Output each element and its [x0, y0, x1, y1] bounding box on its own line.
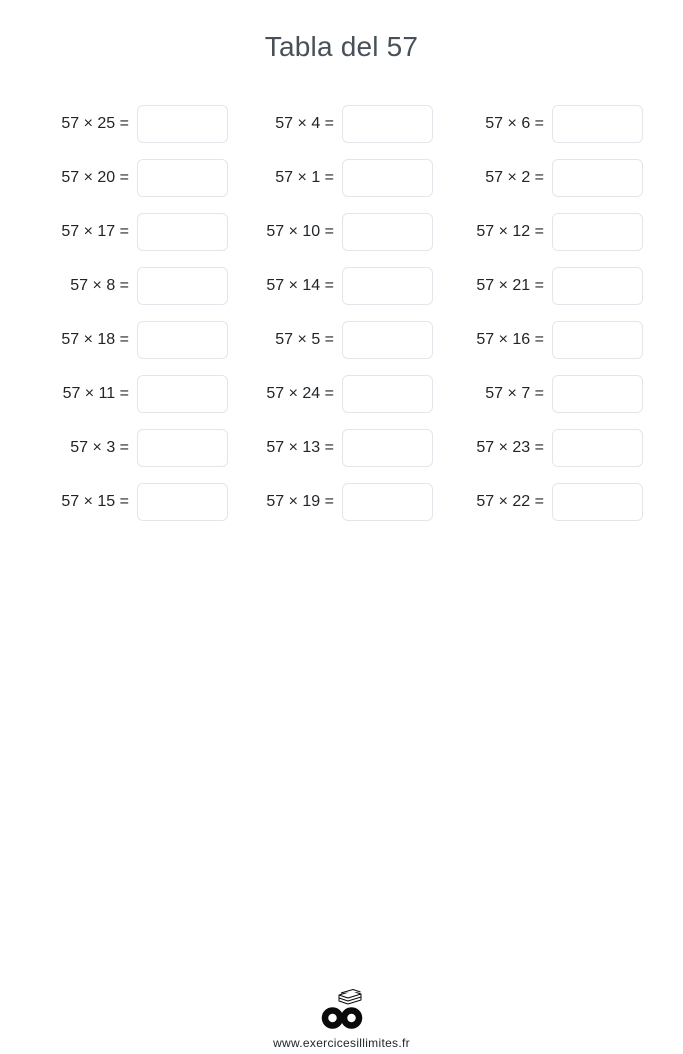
exercise-item [40, 213, 228, 251]
answer-input[interactable] [552, 105, 643, 143]
exercise-expression: 57 × 7 = [485, 385, 544, 402]
exercise-expression: 57 × 11 = [62, 385, 129, 402]
exercise-expression: 57 × 21 = [476, 277, 544, 294]
exercise-item [433, 213, 643, 251]
exercise-expression: 57 × 2 = [485, 169, 544, 186]
exercise-expression: 57 × 20 = [61, 169, 129, 186]
exercise-expression: 57 × 10 = [266, 223, 334, 240]
exercise-item [40, 375, 228, 413]
worksheet-page [0, 30, 683, 1054]
exercise-item [433, 267, 643, 305]
exercise-expression: 57 × 3 = [70, 439, 129, 456]
exercise-expression: 57 × 16 = [476, 331, 544, 348]
exercise-item [40, 483, 228, 521]
exercise-item [40, 429, 228, 467]
exercise-expression: 57 × 5 = [275, 331, 334, 348]
answer-input[interactable] [552, 267, 643, 305]
answer-input[interactable] [137, 159, 228, 197]
exercise-expression: 57 × 24 = [266, 385, 334, 402]
answer-input[interactable] [137, 375, 228, 413]
exercise-expression: 57 × 6 = [485, 115, 544, 132]
exercise-expression: 57 × 19 = [266, 493, 334, 510]
page-footer [0, 985, 683, 1050]
answer-input[interactable] [342, 321, 433, 359]
answer-input[interactable] [137, 321, 228, 359]
exercise-item [40, 267, 228, 305]
answer-input[interactable] [137, 483, 228, 521]
exercise-item [228, 429, 433, 467]
answer-input[interactable] [137, 105, 228, 143]
exercise-item [433, 375, 643, 413]
exercise-item [228, 321, 433, 359]
exercise-item [228, 375, 433, 413]
answer-input[interactable] [342, 375, 433, 413]
exercise-item [228, 159, 433, 197]
exercise-item [40, 159, 228, 197]
exercise-expression: 57 × 23 = [476, 439, 544, 456]
answer-input[interactable] [342, 483, 433, 521]
answer-input[interactable] [552, 159, 643, 197]
exercise-item [433, 105, 643, 143]
exercise-expression: 57 × 4 = [275, 115, 334, 132]
exercise-expression: 57 × 12 = [476, 223, 544, 240]
exercise-expression: 57 × 17 = [61, 223, 129, 240]
answer-input[interactable] [552, 213, 643, 251]
exercise-item [228, 213, 433, 251]
exercise-item [40, 105, 228, 143]
exercise-expression: 57 × 18 = [61, 331, 129, 348]
exercise-item [228, 105, 433, 143]
answer-input[interactable] [342, 267, 433, 305]
exercise-expression: 57 × 22 = [476, 493, 544, 510]
exercise-expression: 57 × 15 = [61, 493, 129, 510]
answer-input[interactable] [552, 321, 643, 359]
answer-input[interactable] [342, 429, 433, 467]
infinity-books-logo-icon [318, 985, 366, 1029]
answer-input[interactable] [342, 105, 433, 143]
answer-input[interactable] [552, 429, 643, 467]
website-url: www.exercicesillimites.fr [273, 1036, 410, 1050]
worksheet-title: Tabla del 57 [264, 31, 419, 62]
answer-input[interactable] [552, 375, 643, 413]
exercise-grid [40, 105, 643, 521]
answer-input[interactable] [137, 267, 228, 305]
exercise-expression: 57 × 25 = [61, 115, 129, 132]
answer-input[interactable] [137, 429, 228, 467]
answer-input[interactable] [137, 213, 228, 251]
exercise-item [433, 159, 643, 197]
exercise-expression: 57 × 14 = [266, 277, 334, 294]
exercise-item [40, 321, 228, 359]
exercise-expression: 57 × 13 = [266, 439, 334, 456]
answer-input[interactable] [342, 159, 433, 197]
exercise-item [433, 483, 643, 521]
answer-input[interactable] [342, 213, 433, 251]
exercise-item [433, 321, 643, 359]
exercise-expression: 57 × 1 = [275, 169, 334, 186]
exercise-item [433, 429, 643, 467]
answer-input[interactable] [552, 483, 643, 521]
exercise-item [228, 483, 433, 521]
exercise-item [228, 267, 433, 305]
exercise-expression: 57 × 8 = [70, 277, 129, 294]
